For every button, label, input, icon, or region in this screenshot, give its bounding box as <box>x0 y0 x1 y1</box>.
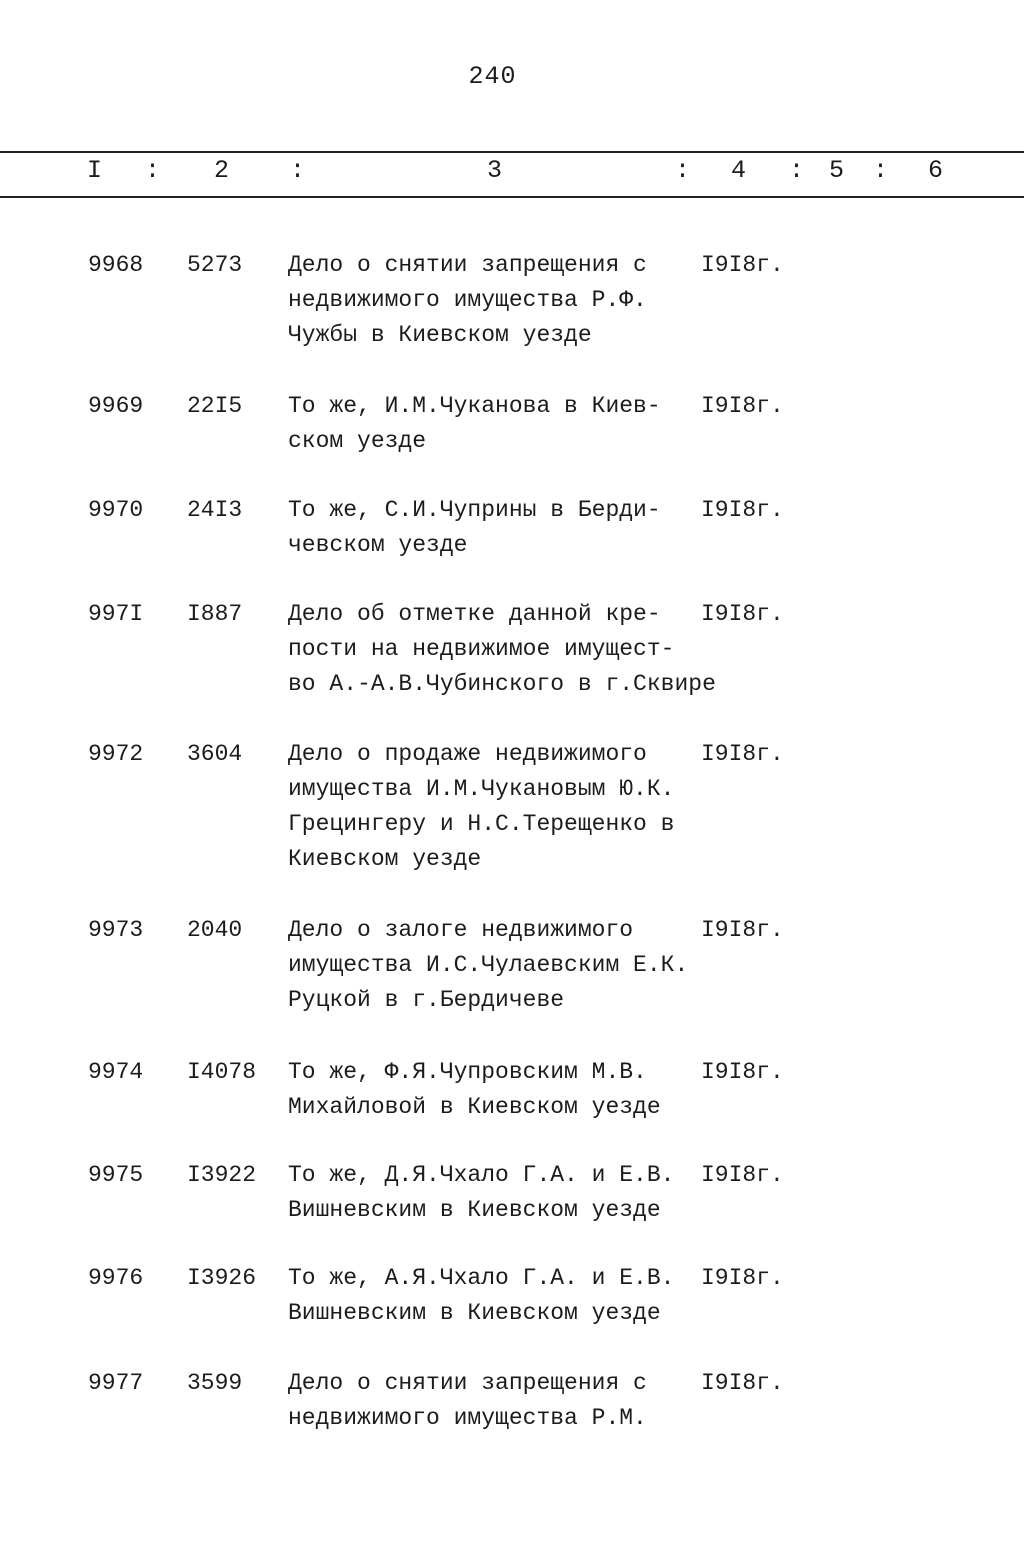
entry-number: 9977 <box>88 1370 144 1396</box>
entry-title <box>288 493 708 563</box>
entry-title-line: То же, А.Я.Чхало Г.А. и Е.В. <box>288 1265 675 1291</box>
column-header-2: 2 <box>214 156 230 185</box>
column-separator: : <box>145 156 161 185</box>
entry-old-number: 22I5 <box>187 393 243 419</box>
header-top-rule <box>0 151 1024 153</box>
column-header-4: 4 <box>731 156 747 185</box>
entry-title-line: Дело о залоге недвижимого <box>288 917 634 943</box>
entry-title-line: чевском уезде <box>288 532 468 558</box>
entry-date: I9I8г. <box>701 1162 784 1188</box>
entry-old-number: 2040 <box>187 917 243 943</box>
entry-title-line: То же, С.И.Чуприны в Берди- <box>288 497 661 523</box>
entry-number: 9969 <box>88 393 144 419</box>
column-header-3: 3 <box>487 156 503 185</box>
entry-title-line: Дело о снятии запрещения с <box>288 252 647 278</box>
entry-old-number: I3926 <box>187 1265 257 1291</box>
entry-date: I9I8г. <box>701 252 784 278</box>
column-separator: : <box>675 156 691 185</box>
entry-title-line: То же, И.М.Чуканова в Киев- <box>288 393 661 419</box>
entry-old-number: 3604 <box>187 741 243 767</box>
column-header-6: 6 <box>928 156 944 185</box>
entry-old-number: 5273 <box>187 252 243 278</box>
column-separator: : <box>290 156 306 185</box>
entry-title-line: Вишневским в Киевском уезде <box>288 1197 661 1223</box>
entry-title-line: Киевском уезде <box>288 846 482 872</box>
column-header-1: I <box>87 156 103 185</box>
entry-title-line: Дело об отметке данной кре- <box>288 601 661 627</box>
entry-number: 9968 <box>88 252 144 278</box>
entry-date: I9I8г. <box>701 741 784 767</box>
entry-number: 9975 <box>88 1162 144 1188</box>
entry-old-number: 3599 <box>187 1370 243 1396</box>
entry-title-line: имущества И.М.Чукановым Ю.К. <box>288 776 675 802</box>
entry-title-line: Чужбы в Киевском уезде <box>288 322 592 348</box>
entry-date: I9I8г. <box>701 601 784 627</box>
entry-old-number: I4078 <box>187 1059 257 1085</box>
entry-title-line: Михайловой в Киевском уезде <box>288 1094 661 1120</box>
entry-title <box>288 737 708 877</box>
entry-date: I9I8г. <box>701 917 784 943</box>
entry-title-line: недвижимого имущества Р.М. <box>288 1405 647 1431</box>
entry-number: 9970 <box>88 497 144 523</box>
column-separator: : <box>873 156 889 185</box>
column-header-5: 5 <box>829 156 845 185</box>
entry-title <box>288 1055 708 1125</box>
entry-title <box>288 248 708 353</box>
entry-number: 9976 <box>88 1265 144 1291</box>
entry-title <box>288 389 708 459</box>
entry-title-line: во А.-А.В.Чубинского в г.Сквире <box>288 671 716 697</box>
entry-title-line: пости на недвижимое имущест- <box>288 636 675 662</box>
entry-date: I9I8г. <box>701 497 784 523</box>
entry-number: 997I <box>88 601 144 627</box>
entry-title-line: Дело о снятии запрещения с <box>288 1370 647 1396</box>
entry-number: 9974 <box>88 1059 144 1085</box>
page-number: 240 <box>468 62 517 91</box>
entry-title <box>288 1261 708 1331</box>
entry-title-line: Вишневским в Киевском уезде <box>288 1300 661 1326</box>
entry-date: I9I8г. <box>701 1370 784 1396</box>
entry-date: I9I8г. <box>701 1059 784 1085</box>
entry-title-line: имущества И.С.Чулаевским Е.К. <box>288 952 689 978</box>
entry-title-line: Дело о продаже недвижимого <box>288 741 647 767</box>
entry-date: I9I8г. <box>701 393 784 419</box>
entry-old-number: I3922 <box>187 1162 257 1188</box>
entry-number: 9972 <box>88 741 144 767</box>
entry-title <box>288 1366 708 1436</box>
entry-old-number: I887 <box>187 601 243 627</box>
entry-number: 9973 <box>88 917 144 943</box>
entry-title <box>288 913 708 1018</box>
entry-title-line: недвижимого имущества Р.Ф. <box>288 287 647 313</box>
header-bottom-rule <box>0 196 1024 198</box>
entry-title-line: ском уезде <box>288 428 427 454</box>
entry-date: I9I8г. <box>701 1265 784 1291</box>
entry-title <box>288 1158 708 1228</box>
entry-old-number: 24I3 <box>187 497 243 523</box>
entry-title-line: Грецингеру и Н.С.Терещенко в <box>288 811 675 837</box>
entry-title-line: Руцкой в г.Бердичеве <box>288 987 565 1013</box>
column-separator: : <box>789 156 805 185</box>
entry-title-line: То же, Ф.Я.Чупровским М.В. <box>288 1059 647 1085</box>
entry-title-line: То же, Д.Я.Чхало Г.А. и Е.В. <box>288 1162 675 1188</box>
entry-title <box>288 597 716 702</box>
